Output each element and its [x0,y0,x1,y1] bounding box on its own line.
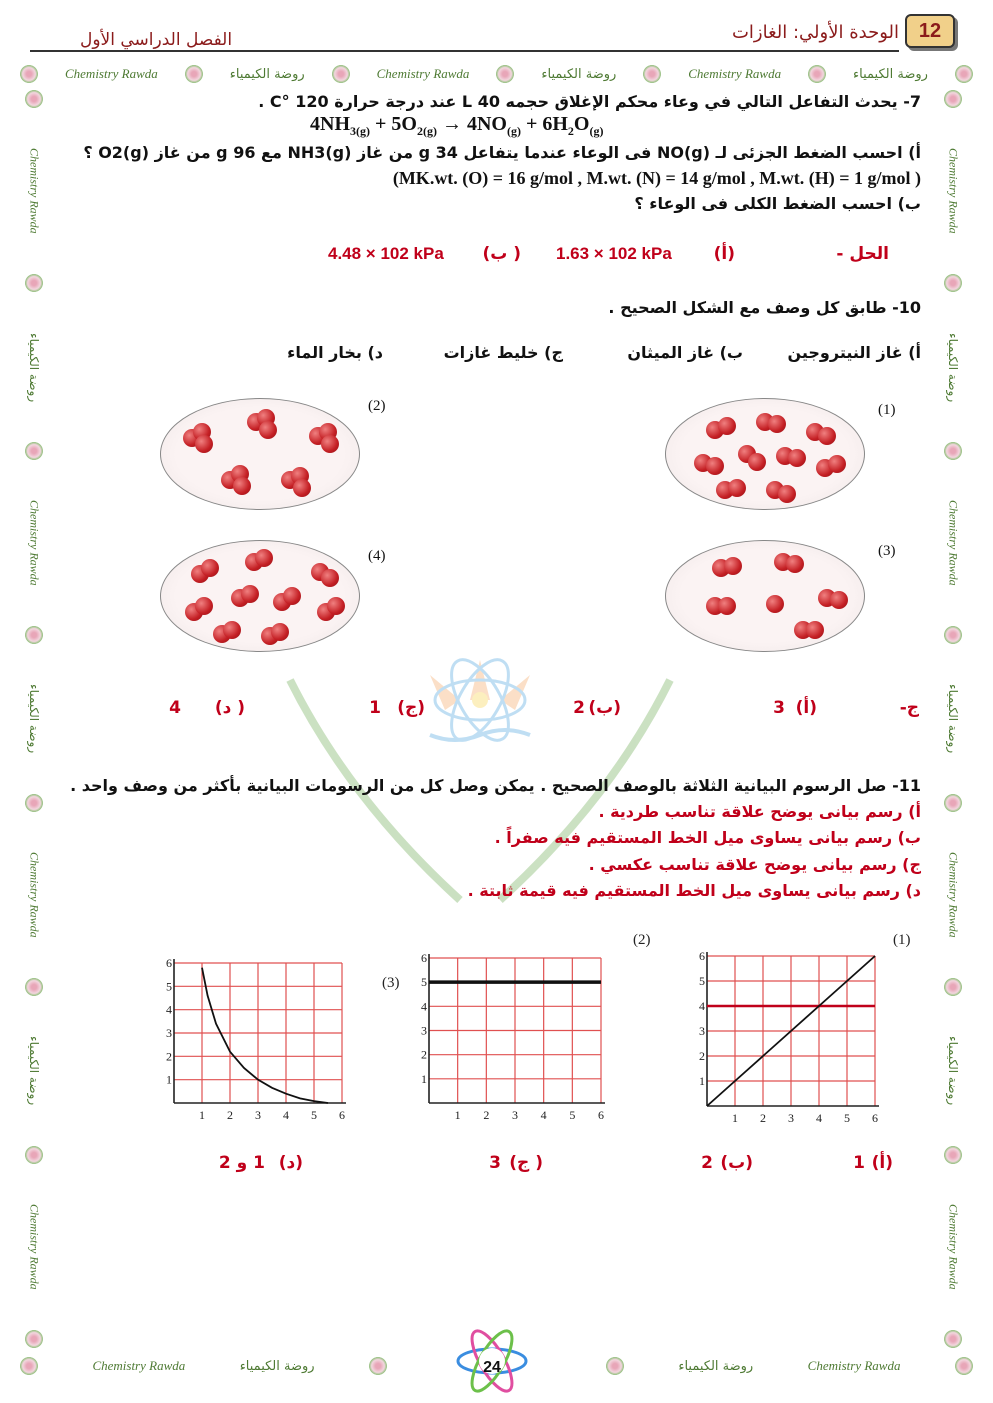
x-tick-label: 1 [454,1108,461,1122]
flower-icon [808,65,826,83]
q10-option-a: أ) غاز النيتروجين [787,343,921,362]
flower-icon [955,1357,973,1375]
flower-icon [25,1146,43,1164]
molecule [778,485,796,503]
y-tick-label: 2 [699,1049,705,1063]
brand-latin: Chemistry Rawda [27,148,42,234]
q7-solution-label: الحل - [836,244,889,264]
q11-statement: 11- صل الرسوم البيانية الثلاثة بالوصف الصحيح . يمكن وصل كل من الرسومات البيانية بأكثر من وصف واحد . [70,776,921,795]
x-tick-label: 3 [512,1108,518,1122]
q10-answer-prefix: ج- [899,698,919,718]
y-tick-label: 4 [166,1002,172,1017]
q10-option-b: ب) غاز الميثان [627,343,743,362]
molecule [818,427,836,445]
figure-4-particles [160,540,360,652]
flower-icon [332,65,350,83]
q7-statement: 7- يحدث التفاعل التالي في وعاء محكم الإغلاق حجمه 40 L عند درجة حرارة 120 °C . [258,92,921,111]
y-tick-label: 5 [699,974,705,988]
brand-latin: Chemistry Rawda [807,1358,901,1373]
molecule [283,587,301,605]
x-tick-label: 2 [483,1108,490,1122]
q11-item-a: أ) رسم بيانى يوضح علاقة تناسب طردية . [598,802,921,821]
brand-arabic: روضة الكيمياء [853,66,928,82]
brand-arabic: روضة الكيمياء [229,66,305,82]
q11-answer-b-value: 2 [701,1153,713,1173]
flower-icon [955,65,973,83]
q10-statement: 10- طابق كل وصف مع الشكل الصحيح . [608,298,921,317]
brand-latin: Chemistry Rawda [27,852,42,938]
brand-arabic: روضة الكيمياء [239,1358,315,1374]
molecule [788,449,806,467]
molecule [195,435,213,453]
brand-arabic: روضة الكيمياء [27,332,41,402]
page-badge: 12 [905,14,955,48]
molecule [828,455,846,473]
x-tick-label: 4 [283,1108,289,1122]
graph-title: (2) [633,932,651,948]
flower-icon [369,1357,387,1375]
brand-latin: Chemistry Rawda [92,1358,186,1373]
molecule [321,569,339,587]
molecule [201,559,219,577]
flower-icon [944,1330,962,1348]
q7-molar-masses: (MK.wt. (O) = 16 g/mol , M.wt. (N) = 14 g/mol , M.wt. (H) = 1 g/mol ) [392,168,921,188]
brand-arabic: روضة الكيمياء [946,1036,960,1106]
x-tick-label: 6 [872,1111,878,1125]
y-tick-label: 5 [166,979,172,994]
figure-2-label: (2) [368,398,386,414]
y-tick-label: 4 [699,999,705,1013]
q10-answer-d-label: ( د) [214,698,245,718]
flower-icon [944,274,962,292]
molecule [718,597,736,615]
q11-answer-b-label: (ب) [720,1153,753,1173]
q10-answer-a-value: 3 [773,698,785,718]
q10-answer-b-label: (ب) [588,698,621,718]
flower-icon [25,626,43,644]
q10-answer-c-label: (ج) [397,698,425,718]
brand-latin: Chemistry Rawda [688,66,782,81]
y-tick-label: 5 [421,975,427,990]
flower-icon [25,274,43,292]
q10-answer-c-value: 1 [369,698,381,718]
x-tick-label: 1 [199,1108,205,1122]
q11-item-b: ب) رسم بيانى يساوى ميل الخط المستقيم فيه صفراً . [494,828,921,847]
series-line [202,968,328,1103]
q7-equation: $4NH_{3(g)} + 5O_{2(g)} \to 4NO_{(g)} + 6H_2O_{(g)}$ [310,113,604,138]
flower-icon [185,65,203,83]
x-tick-label: 4 [816,1111,822,1125]
brand-latin: Chemistry Rawda [376,66,470,81]
brand-latin: Chemistry Rawda [27,500,42,586]
q10-option-d: د) بخار الماء [287,343,383,362]
x-tick-label: 6 [598,1108,604,1122]
flower-icon [25,978,43,996]
x-tick-label: 5 [569,1108,576,1122]
q11-answer-c-value: 3 [489,1153,501,1173]
figure-4-label: (4) [368,548,386,564]
x-tick-label: 2 [760,1111,766,1125]
q11-answer-d-value: 1 و 2 [218,1153,265,1173]
y-tick-label: 1 [166,1072,172,1087]
q11-answer-d-label: (د) [278,1153,303,1173]
y-tick-label: 6 [421,951,427,965]
brand-latin: Chemistry Rawda [64,66,158,81]
figure-1-particles [665,398,865,510]
molecule [830,591,848,609]
molecule [806,621,824,639]
header-divider [30,50,899,52]
molecule [293,479,311,497]
q11-item-c: ج) رسم بيانى يوضح علاقة تناسب عكسي . [588,855,921,874]
y-tick-label: 2 [166,1049,172,1064]
term-title: الفصل الدراسي الأول [80,30,233,50]
flower-icon [643,65,661,83]
x-tick-label: 1 [732,1111,738,1125]
y-tick-label: 1 [699,1074,705,1088]
molecule [728,479,746,497]
q11-answer-a-label: (أ) [871,1153,893,1173]
y-tick-label: 3 [166,1026,172,1040]
molecule [718,417,736,435]
y-tick-label: 2 [421,1047,427,1062]
flower-icon [944,1146,962,1164]
molecule [327,597,345,615]
molecule [706,457,724,475]
x-tick-label: 6 [339,1108,345,1122]
molecule [233,477,251,495]
decorative-border-top [20,60,973,88]
q10-answer-a-label: (أ) [795,698,817,718]
q7-part-b: ب) احسب الضغط الكلى فى الوعاء ؟ [634,194,921,213]
graph-1 [685,928,911,1128]
molecule [241,585,259,603]
flower-icon [496,65,514,83]
figure-3-label: (3) [878,543,896,559]
brand-latin: Chemistry Rawda [946,500,961,586]
decorative-border-right [939,90,967,1348]
flower-icon [25,90,43,108]
flower-icon [20,1357,38,1375]
molecule [748,453,766,471]
brand-latin: Chemistry Rawda [946,1204,961,1290]
q10-option-c: ج) خليط غازات [443,343,563,362]
q7-answer-b-value: 4.48 × 102 kPa [328,244,444,263]
y-tick-label: 3 [421,1023,427,1038]
x-tick-label: 2 [227,1108,233,1122]
flower-icon [944,90,962,108]
molecule [321,435,339,453]
y-tick-label: 4 [421,999,427,1014]
q11-answer-c-label: ( ج) [509,1153,543,1173]
unit-title: الوحدة الأولي: الغازات [731,22,899,43]
q7-answer-a-value: 1.63 × 102 kPa [556,244,672,263]
graph-title: (3) [382,975,400,991]
y-tick-label: 6 [699,949,705,963]
q7-answer-a-label: (أ) [713,244,735,264]
q11-item-d: د) رسم بيانى يساوى ميل الخط المستقيم فيه قيمة ثابتة . [467,881,921,900]
y-tick-label: 6 [166,956,172,970]
brand-arabic: روضة الكيمياء [27,1036,41,1106]
flower-icon [606,1357,624,1375]
flower-icon [944,442,962,460]
x-tick-label: 3 [255,1108,261,1122]
molecule [768,415,786,433]
q7-part-a: أ) احسب الضغط الجزئى لـ NO(g) فى الوعاء عندما يتفاعل 34 g من غاز NH3(g) مع 96 g من غاز O2(g) ؟ [83,143,921,162]
molecule [255,549,273,567]
graph-3 [150,945,400,1130]
flower-icon [944,626,962,644]
figure-3-particles [665,540,865,652]
molecule [223,621,241,639]
molecule [271,623,289,641]
x-tick-label: 5 [844,1111,850,1125]
flower-icon [20,65,38,83]
q11-answer-a-value: 1 [853,1153,865,1173]
graph-title: (1) [893,932,911,948]
brand-latin: Chemistry Rawda [946,148,961,234]
flower-icon [944,978,962,996]
molecule [766,595,784,613]
brand-latin: Chemistry Rawda [27,1204,42,1290]
flower-icon [25,794,43,812]
q10-answer-d-value: 4 [169,698,181,718]
q7-answer-b-label: ( ب) [482,244,521,264]
molecule [724,557,742,575]
brand-arabic: روضة الكيمياء [678,1358,754,1374]
x-tick-label: 4 [540,1108,547,1122]
flower-icon [25,1330,43,1348]
brand-latin: Chemistry Rawda [946,852,961,938]
page-number: 24 [483,1359,501,1376]
flower-icon [25,442,43,460]
y-tick-label: 1 [421,1071,427,1086]
molecule [259,421,277,439]
brand-arabic: روضة الكيمياء [946,332,960,402]
brand-arabic: روضة الكيمياء [946,684,960,754]
decorative-border-left [20,90,48,1348]
brand-arabic: روضة الكيمياء [541,66,617,82]
molecule [195,597,213,615]
y-tick-label: 3 [699,1024,705,1038]
graph-2 [405,928,651,1128]
brand-arabic: روضة الكيمياء [27,684,41,754]
flower-icon [944,794,962,812]
q10-answer-b-value: 2 [573,698,585,718]
figure-2-particles [160,398,360,510]
x-tick-label: 3 [788,1111,794,1125]
molecule [786,555,804,573]
x-tick-label: 5 [311,1108,317,1122]
figure-1-label: (1) [878,402,896,418]
